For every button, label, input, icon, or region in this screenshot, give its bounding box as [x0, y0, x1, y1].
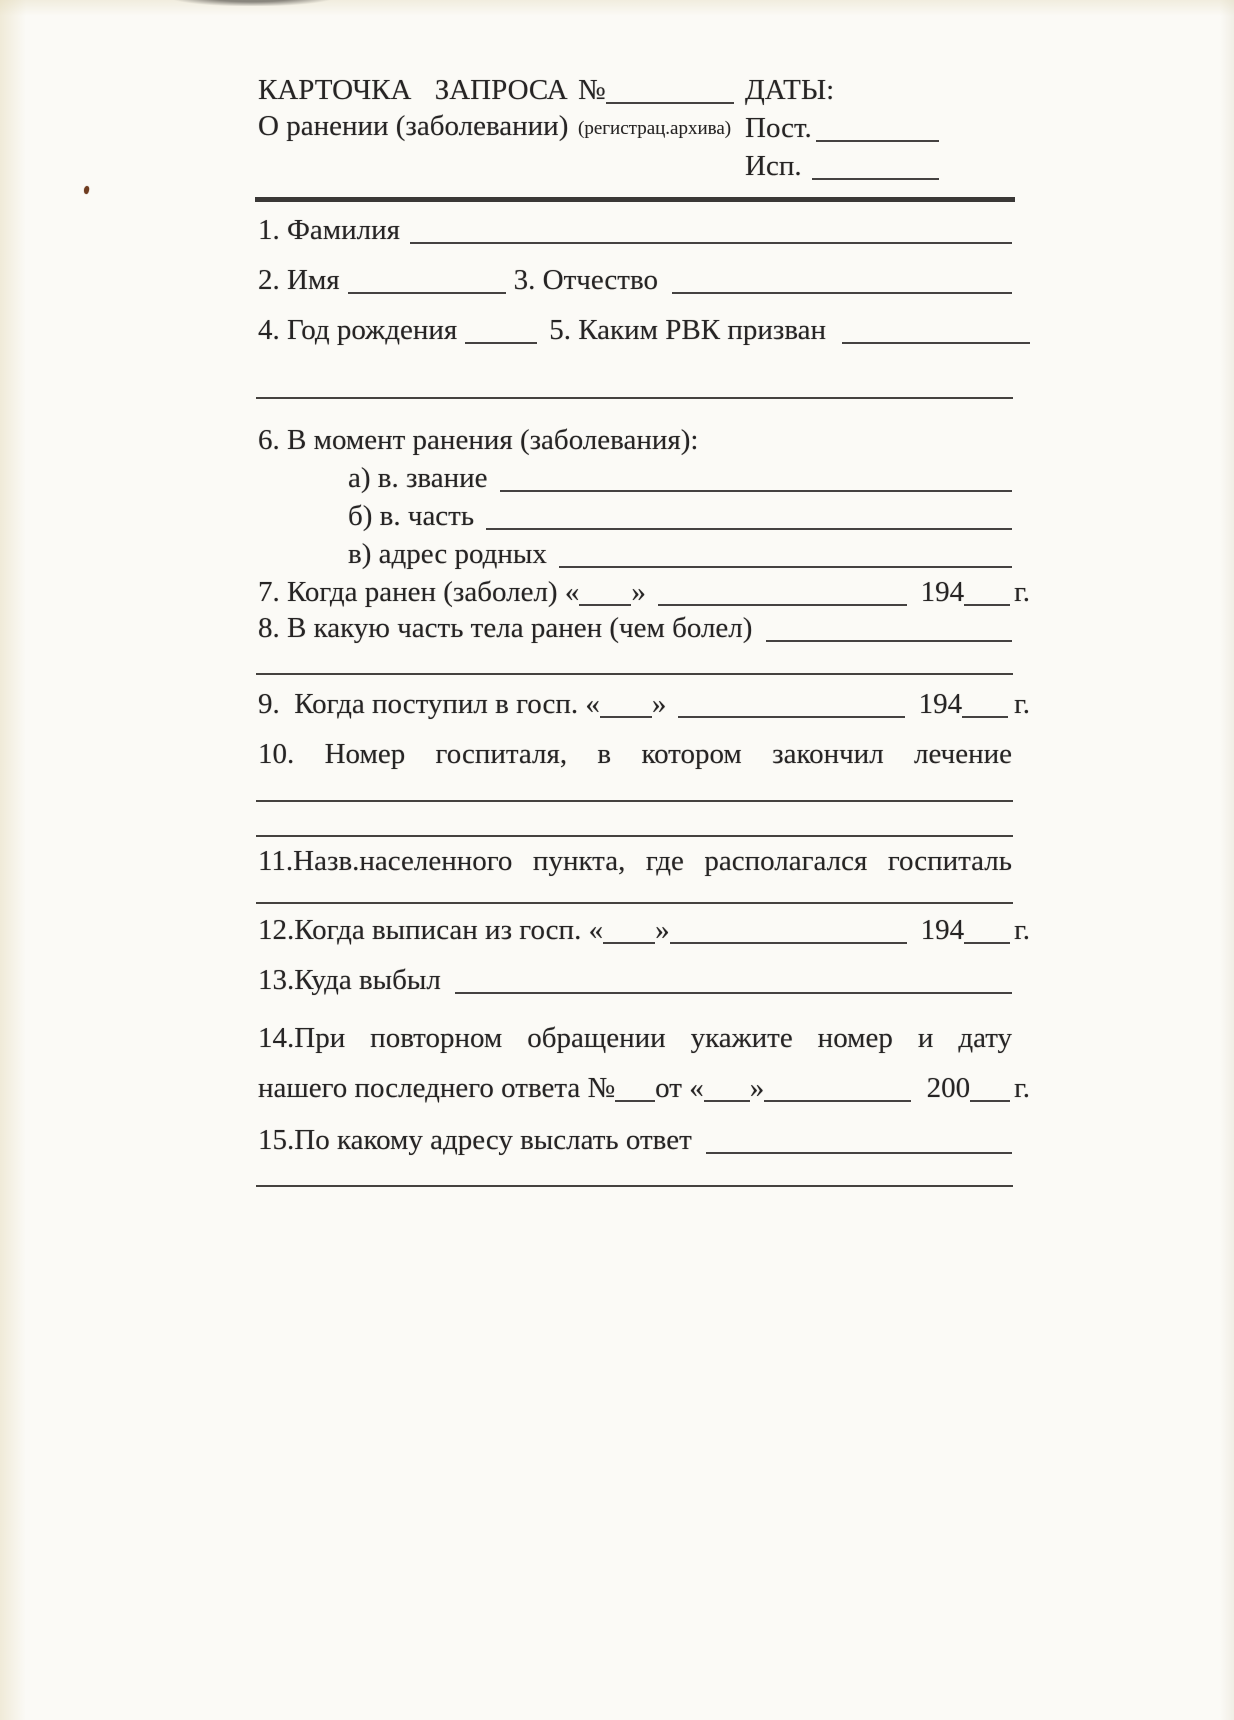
item-7-label: 7. Когда ранен (заболел) «: [258, 576, 580, 608]
item-14-month-blank: [764, 1090, 910, 1102]
item-6b-blank: [486, 518, 1012, 530]
item-12-year-blank: [964, 932, 1010, 944]
item-14-year-prefix: 200: [926, 1072, 971, 1104]
item-6-label: 6. В момент ранения (заболевания):: [258, 424, 699, 456]
item-5-blank: [842, 332, 1030, 344]
form-item-13: [258, 962, 1012, 998]
item-9-year-blank: [962, 706, 1008, 718]
item-9-year-prefix: 194: [918, 688, 963, 720]
item-15-continuation-line: [256, 1185, 1013, 1187]
paper-speck: [83, 186, 90, 195]
item-14-year-suffix: г.: [1014, 1072, 1030, 1104]
item-12-quote-close: »: [655, 914, 670, 946]
item-12-label: 12.Когда выписан из госп. «: [258, 914, 604, 946]
item-15-blank: [706, 1142, 1012, 1154]
item-12-month-blank: [670, 932, 907, 944]
form-subtitle: О ранении (заболевании): [258, 110, 569, 142]
form-title: КАРТОЧКА ЗАПРОСА: [258, 74, 568, 106]
item-6c-label: в) адрес родных: [348, 538, 547, 570]
card-number-block: [578, 72, 734, 140]
item-12-year-suffix: г.: [1014, 914, 1030, 946]
item-13-label: 13.Куда выбыл: [258, 964, 441, 996]
item-1-label: 1. Фамилия: [258, 214, 400, 246]
item-10-continuation-line-1: [256, 800, 1013, 802]
item-8-blank: [766, 630, 1012, 642]
date-executed-blank: [812, 168, 939, 180]
card-number-blank: [606, 92, 734, 104]
item-14-ot-label: от «: [655, 1072, 704, 1104]
item-7-month-blank: [658, 594, 907, 606]
post-label: Пост.: [745, 112, 812, 144]
item-6b-label: б) в. часть: [348, 500, 475, 532]
item-7-year-suffix: г.: [1014, 576, 1030, 608]
isp-label: Исп.: [745, 150, 802, 182]
dates-label: ДАТЫ:: [745, 74, 835, 106]
item-12-day-blank: [603, 932, 655, 944]
item-13-blank: [455, 982, 1012, 994]
item-5-continuation-line: [256, 397, 1013, 399]
form-item-12: [258, 912, 1030, 948]
dates-block: [745, 72, 939, 186]
number-sign: №: [578, 74, 606, 106]
item-6a-blank: [500, 480, 1012, 492]
item-9-month-blank: [678, 706, 904, 718]
item-3-label: 3. Отчество: [513, 264, 658, 296]
form-item-10: [258, 736, 1012, 772]
item-14-label: 14.При повторном обращении укажите номер и дату: [258, 1022, 1012, 1054]
form-item-4-5: [258, 312, 1030, 348]
form-item-7: [258, 574, 1030, 610]
item-10-continuation-line-2: [256, 835, 1013, 837]
item-7-year-blank: [964, 594, 1010, 606]
form-item-8: [258, 610, 1012, 646]
item-5-label: 5. Каким РВК призван: [549, 314, 827, 346]
form-item-9: [258, 686, 1030, 722]
item-2-label: 2. Имя: [258, 264, 340, 296]
date-received-row: [745, 110, 939, 146]
item-4-blank: [465, 332, 537, 344]
date-received-blank: [816, 130, 939, 142]
item-11-label: 11.Назв.населенного пункта, где располагался госпиталь: [258, 845, 1012, 877]
item-8-label: 8. В какую часть тела ранен (чем болел): [258, 612, 753, 644]
item-15-label: 15.По какому адресу выслать ответ: [258, 1124, 692, 1156]
item-14-number-blank: [615, 1090, 655, 1102]
form-item-15: [258, 1122, 1012, 1158]
item-9-label: 9. Когда поступил в госп. «: [258, 688, 600, 720]
form-item-6a: [348, 460, 1012, 496]
scan-edge-artifact: [172, 0, 332, 6]
item-4-label: 4. Год рождения: [258, 314, 458, 346]
item-12-year-prefix: 194: [920, 914, 965, 946]
item-9-day-blank: [600, 706, 652, 718]
form-item-6b: [348, 498, 1012, 534]
registry-note: (регистрац.архива): [578, 118, 732, 139]
item-7-year-prefix: 194: [920, 576, 965, 608]
date-executed-row: [745, 148, 939, 184]
header-divider-rule: [255, 197, 1015, 202]
form-item-14-line1: [258, 1020, 1012, 1056]
item-14-quote-close: »: [749, 1072, 765, 1104]
item-10-label: 10. Номер госпиталя, в котором закончил лечение: [258, 738, 1012, 770]
form-item-14-line2: [258, 1070, 1030, 1106]
item-9-year-suffix: г.: [1014, 688, 1030, 720]
form-item-1: [258, 212, 1012, 248]
form-item-2-3: [258, 262, 1012, 298]
item-14-year-blank: [970, 1090, 1010, 1102]
item-14-day-blank: [704, 1090, 750, 1102]
item-1-blank: [410, 232, 1012, 244]
item-2-blank: [348, 282, 506, 294]
item-3-blank: [672, 282, 1012, 294]
form-title-block: [258, 72, 568, 144]
form-item-11: [258, 843, 1012, 879]
item-11-continuation-line: [256, 902, 1013, 904]
item-6a-label: а) в. звание: [348, 462, 488, 494]
item-9-quote-close: »: [651, 688, 667, 720]
dates-label-row: [745, 72, 939, 108]
item-8-continuation-line: [256, 673, 1013, 675]
form-item-6: [258, 422, 1012, 458]
item-7-quote-close: »: [631, 576, 646, 608]
item-7-day-blank: [579, 594, 631, 606]
item-14-answer-label: нашего последнего ответа №: [258, 1072, 616, 1104]
item-6c-blank: [559, 556, 1012, 568]
form-item-6c: [348, 536, 1012, 572]
